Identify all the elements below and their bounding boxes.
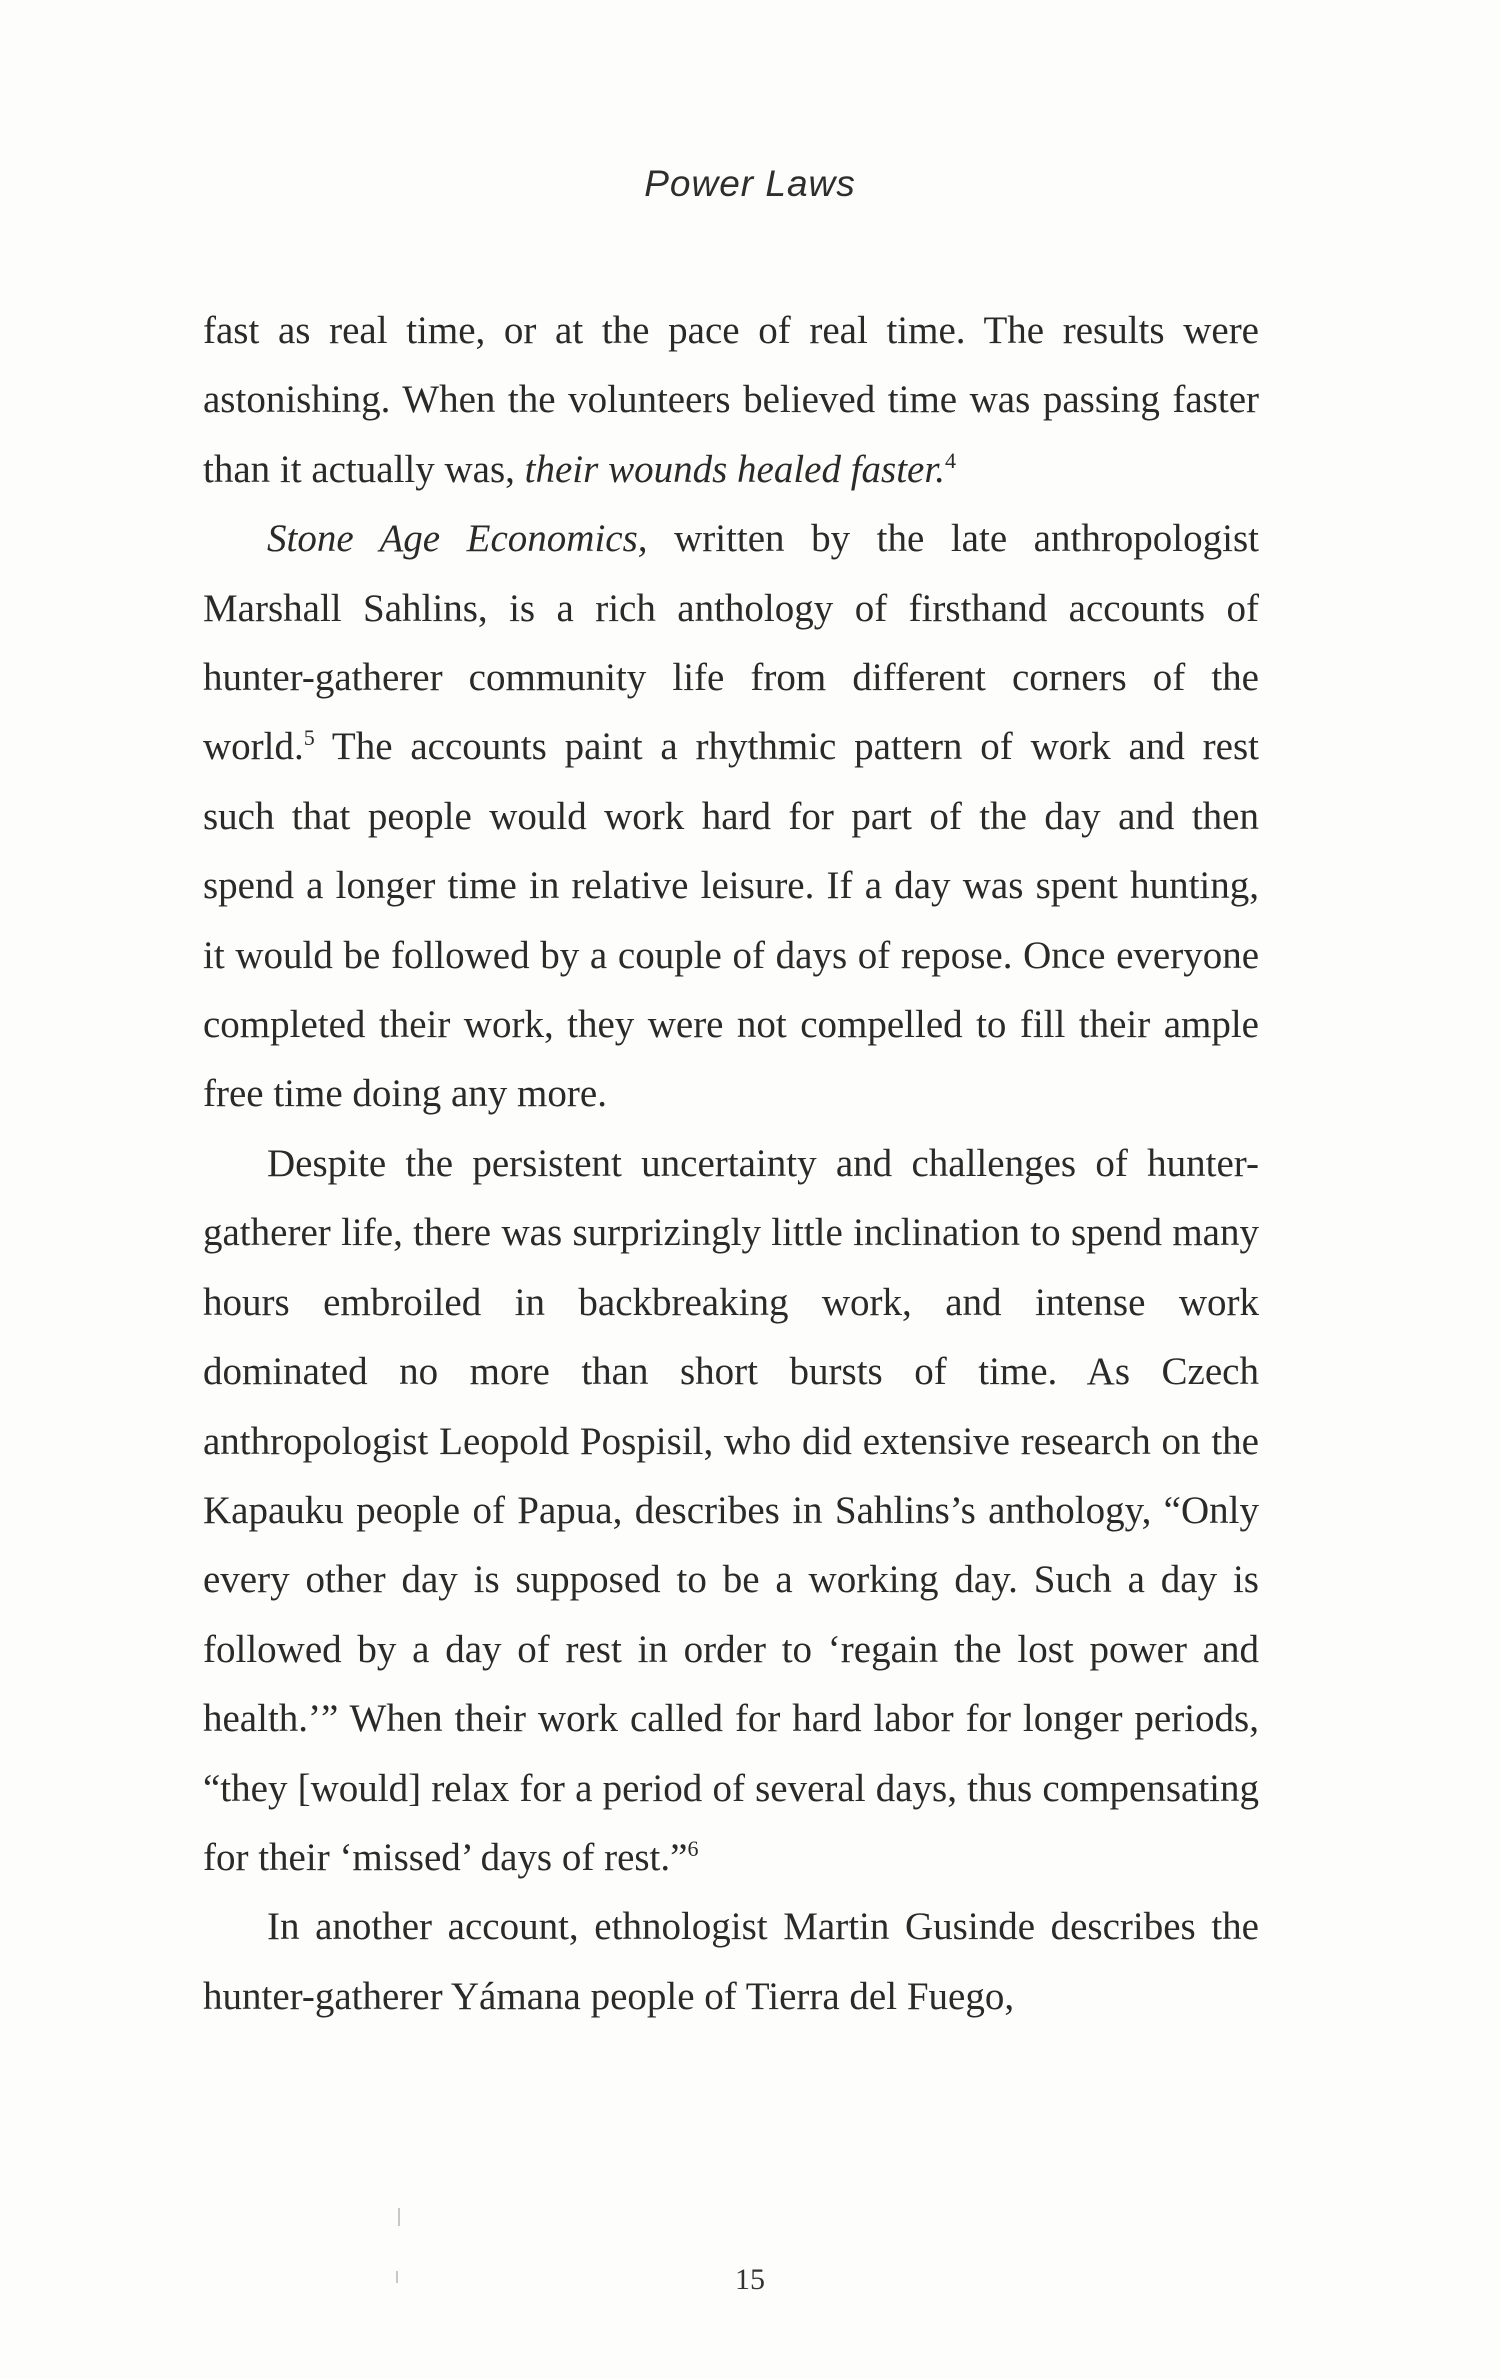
body-text — [203, 296, 1259, 2031]
italic-phrase: their wounds healed faster. — [524, 447, 945, 491]
paragraph-4 — [203, 1892, 1259, 2031]
text-segment: fast as real time, or at the pace of real time. The results were astonishing. When the volunteers believed time was passing faster than it actually was, — [203, 309, 1259, 491]
text-segment: written by the late anthropologist Marshall Sahlins, is a rich anthology of firsthand accounts of hunter-gatherer community life from different corners of the world. — [203, 517, 1259, 769]
footnote-ref-6: 6 — [687, 1835, 699, 1861]
page-number: 15 — [735, 2263, 765, 2296]
footnote-ref-4: 4 — [944, 447, 956, 473]
text-segment: The accounts paint a rhythmic pattern of work and rest such that people would work hard for part of the day and then spend a longer time in relative leisure. If a day was spent hunting, it would be followed by a couple of days of repose. Once everyone completed their work, they were not compelled to fill their ample free time doing any more. — [203, 725, 1259, 1116]
footnote-ref-5: 5 — [303, 725, 315, 751]
scan-speck — [398, 2208, 400, 2226]
running-head: Power Laws — [644, 163, 856, 204]
paragraph-3 — [203, 1129, 1259, 1892]
paragraph-1 — [203, 296, 1259, 504]
paragraph-2 — [203, 504, 1259, 1129]
book-title: Stone Age Economics, — [267, 517, 648, 561]
text-segment: In another account, ethnologist Martin Gusinde describes the hunter-gatherer Yámana people of Tierra del Fuego, — [203, 1905, 1259, 2018]
text-segment: Despite the persistent uncertainty and challenges of hunter-gatherer life, there was surprizingly little inclination to spend many hours embroiled in backbreaking work, and intense work dominated no more than short bursts of time. As Czech anthropologist Leopold Pospisil, who did extensive research on the Kapauku people of Papua, describes in Sahlins’s anthology, “Only every other day is supposed to be a working day. Such a day is followed by a day of rest in order to ‘regain the lost power and health.’” When their work called for hard labor for longer periods, “they [would] relax for a period of several days, thus compensating for their ‘missed’ days of rest.” — [203, 1141, 1259, 1879]
